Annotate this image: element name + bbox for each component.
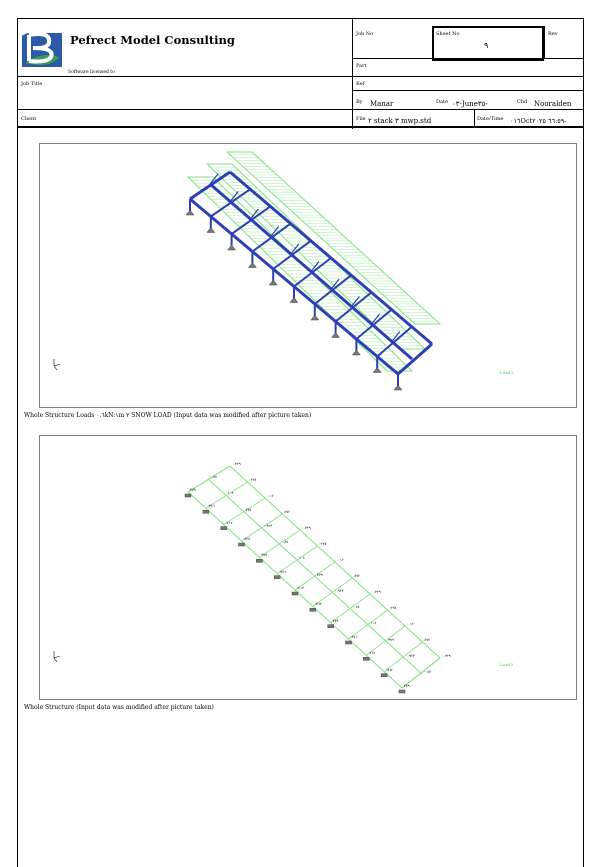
force-label: ١٠٨ [299,556,305,561]
company-logo [21,23,63,71]
force-label: ٠.١٢ [267,494,274,498]
force-label: ٠.٩٢٣ [406,653,415,658]
force-label: ٠.٩٢٣ [334,588,344,593]
force-label: ٥٧٢ [284,510,291,514]
force-label: ٠.٣٢٩ [372,590,381,594]
calculation-sheet [17,18,584,867]
date-label: Date [436,99,448,105]
chd-value: Nooralden [534,100,572,108]
force-label: -٠٨٧ [281,540,289,544]
load-case-tag-2: Load ٢ [500,662,514,667]
load-diagram [40,144,576,407]
force-label: -٥٦٢ [243,537,251,541]
force-label: ١٠٨ [227,491,234,496]
force-label: -٢٢٥ [319,542,327,546]
force-label: ٣٧٩ [332,618,339,623]
force-label: ٠.٣٢٩ [232,462,241,466]
by-label: By [356,99,363,105]
sheet-no-label: Sheet No [436,31,460,37]
force-label: ٠.١٢ [337,558,344,562]
by-value: Manar [370,100,394,108]
force-label: -٠٨٧ [424,670,431,674]
structure-view-forces [39,435,577,700]
force-label: -٣٤٦ [207,504,215,509]
date-value: ٠٣-June٣٥- [452,100,488,108]
view-caption-loads: Whole Structure Loads ٠.٦kN:١m ٢ SNOW LOAD (Input data was modified after picture taken) [24,412,312,419]
force-diagram [40,436,576,699]
chd-label: Chd [517,99,528,105]
force-label: -٠٨٧ [352,605,360,609]
force-label: ٥٧٢ [354,574,361,578]
load-case-tag: Load ٢ [500,370,514,375]
force-label: -٥٦٢ [386,667,393,672]
force-label: -٢١٧ [297,586,304,590]
title-block [18,19,583,129]
force-label: -٢١٧ [368,651,376,656]
rev-label: Rev [548,31,558,37]
ref-label: Ref [356,81,365,87]
force-label: ٠.١٢ [407,622,414,626]
job-no-label: Job No [356,31,374,37]
axis-triad [54,359,60,370]
force-label: -٢٢٥ [389,606,397,610]
force-label: ٠.٣٢٩ [302,526,311,530]
part-label: Part [356,63,367,69]
force-label: ٣٧٩ [190,488,196,492]
view-caption-structure: Whole Structure (Input data was modified after picture taken) [24,704,214,711]
force-label: -٣٤٦ [279,569,286,574]
force-label: ٠.٣٢٩ [442,654,451,658]
sheet-no-value: ٩ [484,41,489,50]
force-label: -٢١٧ [225,520,233,525]
force-label: ٣٧٩ [261,553,267,558]
file-label: File [356,116,366,122]
force-label: ٣٧٩ [404,684,410,688]
client-label: Client [21,116,37,122]
structure-view-loads [39,143,577,408]
force-label: -٢٢٥ [249,478,257,482]
datetime-value: ٠١٦Oct٦٦:٥٩ ٢٠٢٥- [510,117,567,125]
force-label: ٣٧٩ [317,572,323,577]
job-title-label: Job Title [21,81,43,87]
force-label: ٣٧٩ [245,507,252,512]
force-label: -٣٤٦ [350,635,358,639]
force-label: ٥٧٢ [424,638,431,642]
file-value: ٢ stack ٣ mwp.std [368,117,432,125]
force-label: ١٠٨ [370,621,377,626]
force-label: ٠.٩٢٣ [263,523,273,528]
force-label: -٠٨٧ [210,475,217,479]
datetime-label: Date/Time [477,116,504,122]
force-label: -٥٦٢ [314,602,322,607]
company-name: Pefrect Model Consulting [70,33,235,47]
force-label: ٣٧٩ [388,637,394,642]
licensed-text: Software licensed to [68,70,115,75]
